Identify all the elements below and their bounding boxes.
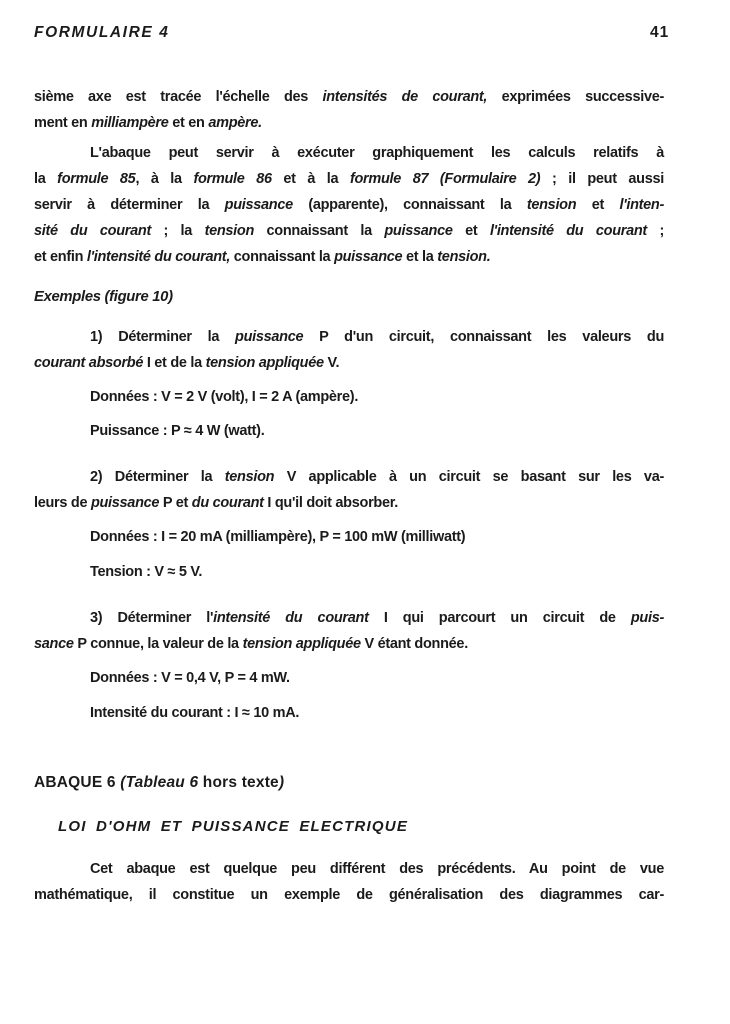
text-line	[34, 882, 664, 908]
text-segment: Données : V = 0,4 V, P = 4 mW.	[90, 670, 290, 686]
text-line	[34, 605, 664, 631]
text-segment: et enfin	[34, 249, 87, 265]
text-segment: 1) Déterminer la	[90, 329, 236, 345]
text-segment: mathématique, il constitue un exemple de généralisation des diagrammes car-	[34, 887, 664, 903]
text-segment: , à la	[135, 171, 194, 187]
text-line	[34, 244, 664, 270]
text-line	[34, 192, 664, 218]
ex2-donnees	[34, 524, 664, 550]
italic-text-segment: l'intensité du courant,	[86, 249, 231, 265]
text-segment: V applicable à un circuit se basant sur les va-	[274, 469, 664, 485]
italic-text-segment: sance	[34, 636, 74, 652]
text-segment: ment en	[34, 115, 92, 131]
italic-text-segment: tension	[224, 469, 275, 485]
text-segment: 3) Déterminer l'	[90, 610, 214, 626]
text-segment: (apparente), connaissant la	[292, 197, 527, 213]
exemples-heading	[34, 284, 664, 310]
text-line	[34, 110, 664, 136]
ex2-result	[34, 559, 664, 585]
abaque-desc	[34, 140, 664, 270]
intro-cont	[34, 84, 664, 136]
italic-text-segment: (Tableau 6	[120, 774, 199, 791]
text-segment: connaissant la	[254, 223, 385, 239]
running-title: FORMULAIRE 4	[34, 24, 170, 41]
text-segment: Tension : V ≈ 5 V.	[90, 564, 203, 580]
text-segment: la	[34, 171, 58, 187]
text-segment: P et	[159, 495, 192, 511]
ex3-result	[34, 700, 664, 726]
text-line	[34, 84, 664, 110]
text-segment: et à la	[271, 171, 350, 187]
ex3-donnees	[34, 665, 664, 691]
text-segment: L'abaque peut servir à exécuter graphiquement les calculs relatifs à	[90, 145, 664, 161]
text-line	[34, 350, 664, 376]
page-body	[34, 84, 664, 908]
text-segment: ; la	[151, 223, 205, 239]
italic-text-segment: intensités de courant,	[322, 89, 488, 105]
ex3-body	[34, 605, 664, 657]
text-segment: leurs de	[34, 495, 91, 511]
italic-text-segment: puissance	[90, 495, 160, 511]
italic-text-segment: puissance	[235, 329, 304, 345]
text-segment: et la	[402, 249, 438, 265]
italic-text-segment: formule 85	[57, 171, 136, 187]
text-segment: Puissance : P ≈ 4 W (watt).	[90, 423, 265, 439]
ex2-body	[34, 464, 664, 516]
text-segment: 2) Déterminer la	[90, 469, 225, 485]
text-segment: P d'un circuit, connaissant les valeurs du	[303, 329, 664, 345]
italic-text-segment: tension	[526, 197, 577, 213]
text-line	[90, 524, 664, 550]
text-segment: exprimées successive-	[487, 89, 664, 105]
ex1-body	[34, 324, 664, 376]
text-line	[34, 770, 664, 796]
text-line	[90, 384, 664, 410]
text-segment: hors texte	[198, 774, 279, 791]
text-line	[58, 814, 664, 840]
text-line	[34, 856, 664, 882]
italic-text-segment: puis-	[630, 610, 664, 626]
text-segment: et	[452, 223, 490, 239]
text-segment: sième axe est tracée l'échelle des	[34, 89, 323, 105]
text-line	[34, 140, 664, 166]
italic-text-segment: courant absorbé	[34, 355, 144, 371]
text-segment: I qui parcourt un circuit de	[368, 610, 631, 626]
italic-text-segment: tension	[204, 223, 255, 239]
text-segment: et	[576, 197, 620, 213]
italic-text-segment: Exemples (figure 10)	[34, 289, 173, 305]
ex1-result	[34, 418, 664, 444]
italic-text-segment: l'intensité du courant	[489, 223, 647, 239]
text-line	[90, 559, 664, 585]
italic-text-segment: milliampère	[91, 115, 169, 131]
italic-text-segment: formule 87 (Formulaire 2)	[349, 171, 541, 187]
italic-text-segment: LOI D'OHM ET PUISSANCE ELECTRIQUE	[58, 818, 409, 835]
text-segment: servir à déterminer la	[34, 197, 225, 213]
page-header	[34, 24, 730, 50]
italic-text-segment: puissance	[224, 197, 293, 213]
text-segment: et en	[168, 115, 209, 131]
text-segment: P connue, la valeur de la	[73, 636, 243, 652]
text-line	[34, 166, 664, 192]
italic-text-segment: l'inten-	[619, 197, 665, 213]
text-segment: Données : I = 20 mA (milliampère), P = 100 mW (milliwatt)	[90, 529, 466, 545]
italic-text-segment: ampère.	[208, 115, 262, 131]
text-segment: Données : V = 2 V (volt), I = 2 A (ampère).	[90, 389, 359, 405]
text-segment: I qu'il doit absorber.	[263, 495, 398, 511]
text-segment: ; il peut aussi	[540, 171, 664, 187]
text-line	[34, 490, 664, 516]
page-number: 41	[650, 24, 670, 41]
italic-text-segment: tension appliquée	[242, 636, 361, 652]
italic-text-segment: intensité du courant	[213, 610, 369, 626]
text-segment: Intensité du courant : I ≈ 10 mA.	[90, 705, 300, 721]
text-segment: I et de la	[143, 355, 206, 371]
text-line	[90, 418, 664, 444]
text-line	[90, 700, 664, 726]
text-line	[34, 284, 664, 310]
italic-text-segment: )	[278, 774, 285, 791]
italic-text-segment: tension.	[437, 249, 491, 265]
italic-text-segment: puissance	[334, 249, 403, 265]
text-segment: ;	[646, 223, 664, 239]
italic-text-segment: sité du courant	[34, 223, 151, 239]
loi-heading	[34, 814, 664, 840]
text-segment: ABAQUE 6	[34, 774, 121, 791]
text-segment: connaissant la	[230, 249, 335, 265]
italic-text-segment: puissance	[384, 223, 453, 239]
text-segment: V.	[323, 355, 340, 371]
text-line	[90, 665, 664, 691]
text-line	[34, 631, 664, 657]
italic-text-segment: formule 86	[193, 171, 272, 187]
text-line	[34, 324, 664, 350]
text-line	[34, 218, 664, 244]
abaque6-heading	[34, 770, 664, 796]
text-segment: V étant donnée.	[360, 636, 468, 652]
italic-text-segment: du courant	[191, 495, 264, 511]
closing-para	[34, 856, 664, 908]
ex1-donnees	[34, 384, 664, 410]
italic-text-segment: tension appliquée	[205, 355, 324, 371]
text-segment: Cet abaque est quelque peu différent des précédents. Au point de vue	[90, 861, 664, 877]
text-line	[34, 464, 664, 490]
